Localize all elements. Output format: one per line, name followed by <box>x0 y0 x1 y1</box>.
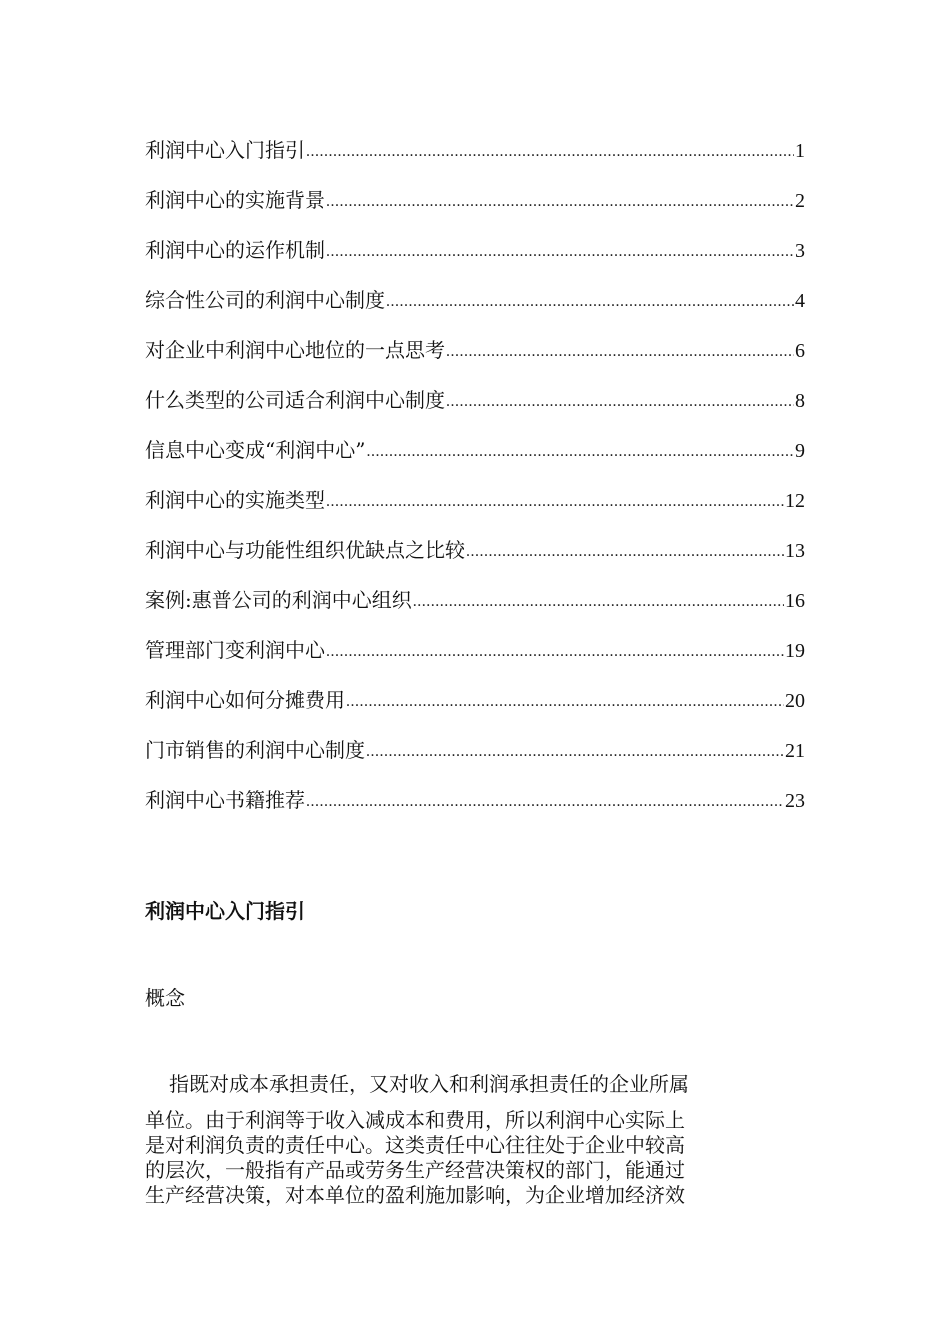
toc-entry-page: 19 <box>785 640 805 662</box>
toc-entry[interactable] <box>145 282 805 332</box>
toc-dot-leader <box>366 734 784 770</box>
paragraph-line: 是对利润负责的责任中心。这类责任中心往往处于企业中较高 <box>145 1133 685 1157</box>
toc-entry[interactable] <box>145 382 805 432</box>
toc-entry-page: 12 <box>785 490 805 512</box>
toc-entry-page: 13 <box>785 540 805 562</box>
table-of-contents <box>145 132 805 832</box>
toc-entry-page: 20 <box>785 690 805 712</box>
toc-dot-leader <box>366 434 794 470</box>
toc-dot-leader <box>446 334 794 370</box>
toc-entry-page: 9 <box>795 440 805 462</box>
toc-entry-title: 利润中心书籍推荐 <box>145 788 305 812</box>
toc-entry-title: 利润中心的实施背景 <box>145 188 325 212</box>
toc-entry[interactable] <box>145 532 805 582</box>
paragraph-first-line: 指既对成本承担责任，又对收入和利润承担责任的企业所属 <box>169 1072 689 1096</box>
paragraph-body <box>145 1108 807 1208</box>
toc-entry-title: 利润中心的实施类型 <box>145 488 325 512</box>
toc-entry-page: 6 <box>795 340 805 362</box>
toc-entry-page: 4 <box>795 290 805 312</box>
toc-dot-leader <box>446 384 794 420</box>
toc-entry-title: 案例:惠普公司的利润中心组织 <box>145 588 412 612</box>
toc-entry[interactable] <box>145 232 805 282</box>
toc-entry-title: 综合性公司的利润中心制度 <box>145 288 385 312</box>
toc-entry[interactable] <box>145 582 805 632</box>
toc-entry[interactable] <box>145 682 805 732</box>
toc-entry-title: 管理部门变利润中心 <box>145 638 325 662</box>
toc-entry-page: 1 <box>795 140 805 162</box>
toc-entry-page: 2 <box>795 190 805 212</box>
paragraph-line: 生产经营决策，对本单位的盈利施加影响，为企业增加经济效 <box>145 1183 685 1207</box>
toc-entry-title: 利润中心如何分摊费用 <box>145 688 345 712</box>
toc-dot-leader <box>413 584 784 620</box>
toc-entry[interactable] <box>145 432 805 482</box>
toc-entry-page: 8 <box>795 390 805 412</box>
toc-entry-title: 利润中心与功能性组织优缺点之比较 <box>145 538 465 562</box>
toc-dot-leader <box>466 534 784 570</box>
toc-entry-page: 21 <box>785 740 805 762</box>
toc-dot-leader <box>326 234 794 270</box>
toc-entry[interactable] <box>145 132 805 182</box>
toc-dot-leader <box>306 134 794 170</box>
toc-entry[interactable] <box>145 182 805 232</box>
section-subheading: 概念 <box>145 986 185 1010</box>
section-heading: 利润中心入门指引 <box>145 899 305 923</box>
toc-entry-page: 23 <box>785 790 805 812</box>
paragraph-line: 单位。由于利润等于收入减成本和费用，所以利润中心实际上 <box>145 1108 685 1132</box>
toc-dot-leader <box>326 484 784 520</box>
toc-entry[interactable] <box>145 632 805 682</box>
toc-entry[interactable] <box>145 782 805 832</box>
toc-entry-page: 16 <box>785 590 805 612</box>
toc-dot-leader <box>326 184 794 220</box>
toc-entry-title: 对企业中利润中心地位的一点思考 <box>145 338 445 362</box>
toc-entry[interactable] <box>145 482 805 532</box>
toc-dot-leader <box>326 634 784 670</box>
toc-entry-title: 信息中心变成“利润中心” <box>145 438 366 462</box>
toc-dot-leader <box>346 684 784 720</box>
toc-entry-title: 门市销售的利润中心制度 <box>145 738 365 762</box>
toc-dot-leader <box>386 284 794 320</box>
toc-entry-page: 3 <box>795 240 805 262</box>
toc-entry-title: 利润中心入门指引 <box>145 138 305 162</box>
toc-entry-title: 什么类型的公司适合利润中心制度 <box>145 388 445 412</box>
toc-entry[interactable] <box>145 332 805 382</box>
toc-entry[interactable] <box>145 732 805 782</box>
toc-dot-leader <box>306 784 784 820</box>
paragraph-line: 的层次，一般指有产品或劳务生产经营决策权的部门，能通过 <box>145 1158 685 1182</box>
toc-entry-title: 利润中心的运作机制 <box>145 238 325 262</box>
